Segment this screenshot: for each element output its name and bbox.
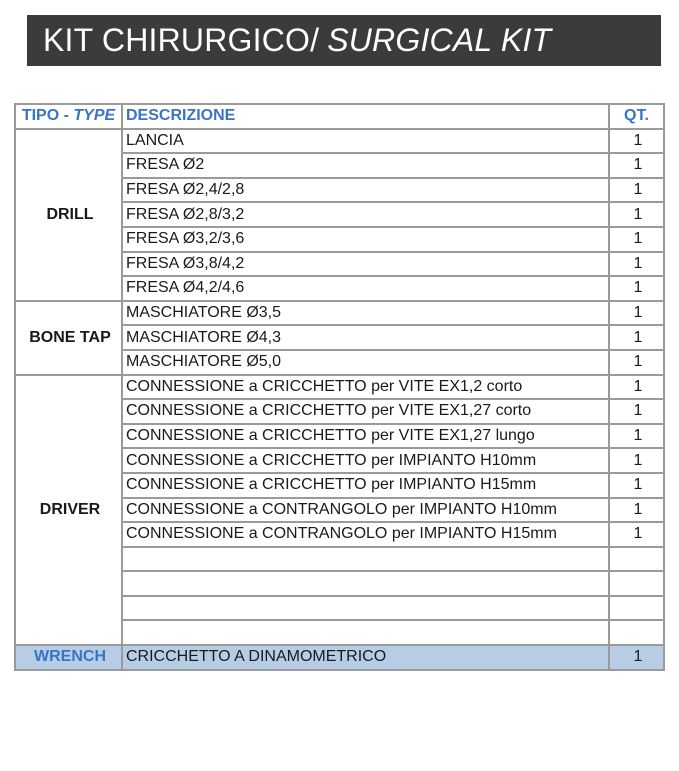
item-description [122,620,609,645]
item-description: CONNESSIONE a CRICCHETTO per IMPIANTO H15mm [122,473,609,498]
item-description: CONNESSIONE a CRICCHETTO per IMPIANTO H10mm [122,448,609,473]
header-description: DESCRIZIONE [122,104,609,129]
item-qty [609,596,664,621]
table-body [15,129,664,670]
item-qty: 1 [609,301,664,326]
item-description: CONNESSIONE a CRICCHETTO per VITE EX1,2 corto [122,375,609,400]
item-description [122,547,609,572]
item-description: LANCIA [122,129,609,154]
group-type-cell: BONE TAP [15,301,122,375]
item-qty: 1 [609,498,664,523]
item-description: FRESA Ø2,4/2,8 [122,178,609,203]
item-qty: 1 [609,202,664,227]
header-type-main: TIPO - [21,107,74,125]
table-row [15,301,664,326]
item-description: FRESA Ø2,8/3,2 [122,202,609,227]
item-description: FRESA Ø4,2/4,6 [122,276,609,301]
header-type-italic: TYPE [73,107,116,125]
group-type-cell: DRIVER [15,375,122,646]
group-type-cell: WRENCH [15,645,122,670]
item-qty: 1 [609,129,664,154]
item-qty [609,571,664,596]
item-description: CONNESSIONE a CONTRANGOLO per IMPIANTO H15mm [122,522,609,547]
table-row [15,645,664,670]
item-qty: 1 [609,276,664,301]
item-qty: 1 [609,178,664,203]
title-banner [27,15,661,66]
surgical-kit-table [14,103,665,671]
item-qty: 1 [609,522,664,547]
item-description: FRESA Ø2 [122,153,609,178]
item-qty: 1 [609,399,664,424]
table-header-row [15,104,664,129]
item-qty: 1 [609,153,664,178]
item-qty: 1 [609,375,664,400]
item-description: CONNESSIONE a CRICCHETTO per VITE EX1,27 corto [122,399,609,424]
item-description: MASCHIATORE Ø5,0 [122,350,609,375]
item-qty [609,547,664,572]
item-description: CRICCHETTO A DINAMOMETRICO [122,645,609,670]
item-description: MASCHIATORE Ø3,5 [122,301,609,326]
item-qty [609,620,664,645]
item-qty: 1 [609,227,664,252]
banner-title: KIT CHIRURGICO/ [43,22,320,58]
item-description: CONNESSIONE a CRICCHETTO per VITE EX1,27 lungo [122,424,609,449]
group-type-cell: DRILL [15,129,122,301]
header-type [15,104,122,129]
item-description: FRESA Ø3,2/3,6 [122,227,609,252]
banner-subtitle: SURGICAL KIT [327,22,552,58]
header-qty: QT. [609,104,664,129]
item-description: FRESA Ø3,8/4,2 [122,252,609,277]
item-qty: 1 [609,350,664,375]
table-row [15,375,664,400]
item-qty: 1 [609,645,664,670]
item-qty: 1 [609,252,664,277]
item-description [122,571,609,596]
item-qty: 1 [609,473,664,498]
item-qty: 1 [609,448,664,473]
table-row [15,129,664,154]
item-qty: 1 [609,424,664,449]
item-description [122,596,609,621]
item-description: CONNESSIONE a CONTRANGOLO per IMPIANTO H10mm [122,498,609,523]
item-qty: 1 [609,325,664,350]
item-description: MASCHIATORE Ø4,3 [122,325,609,350]
